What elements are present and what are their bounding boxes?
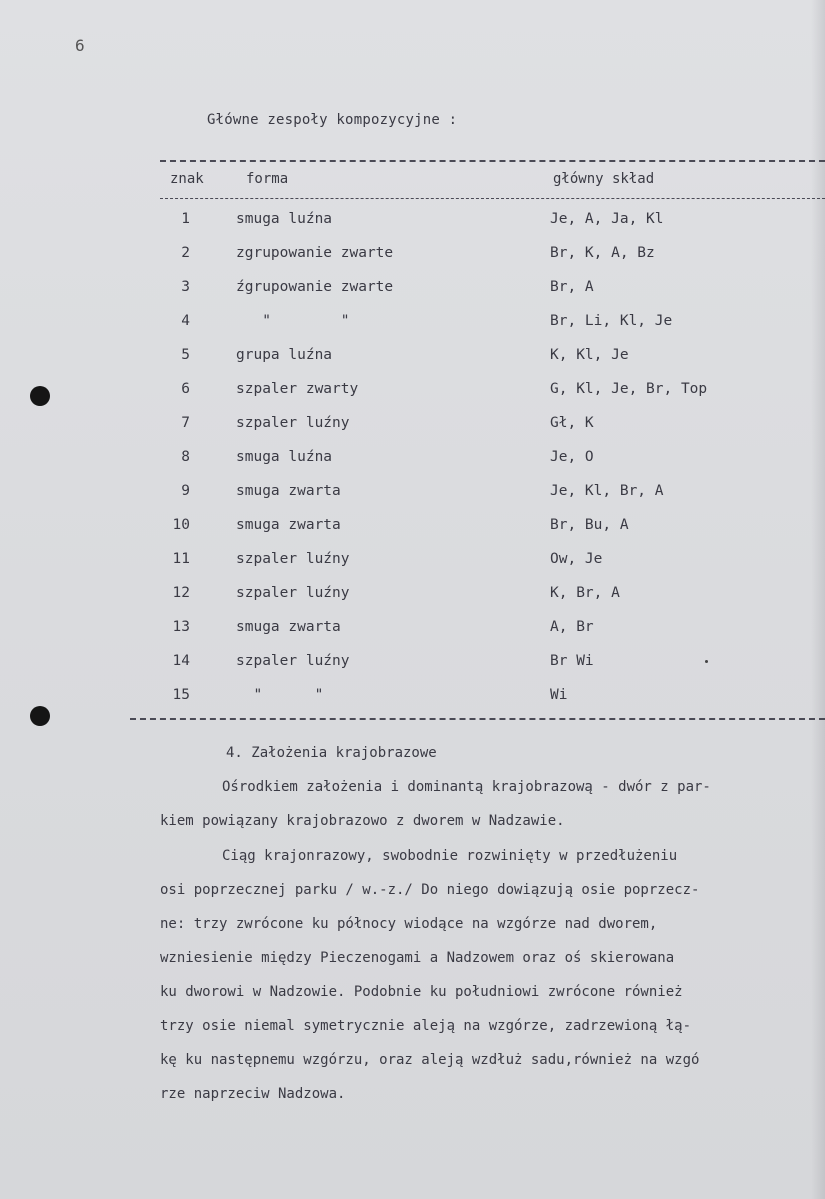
row-forma: " " xyxy=(236,687,324,703)
row-sklad: K, Br, A xyxy=(550,585,620,601)
row-forma: źgrupowanie zwarte xyxy=(236,279,394,295)
row-forma: smuga zwarta xyxy=(236,619,341,635)
row-znak: 9 xyxy=(181,483,190,499)
row-znak: 5 xyxy=(181,347,190,363)
row-sklad: Wi xyxy=(550,687,568,703)
row-sklad: Gł, K xyxy=(550,415,594,431)
paragraph-line: wzniesienie między Pieczenogami a Nadzowem oraz oś skierowana xyxy=(160,950,675,966)
header-znak: znak xyxy=(170,171,204,187)
paragraph-line: Ciąg krajonrazowy, swobodnie rozwinięty w przedłużeniu xyxy=(222,848,678,864)
table-row xyxy=(0,585,825,619)
table-top-rule xyxy=(160,160,825,162)
row-sklad: Br, K, A, Bz xyxy=(550,245,655,261)
paragraph-line: Ośrodkiem założenia i dominantą krajobrazową - dwór z par- xyxy=(222,779,711,795)
paragraph-2 xyxy=(160,848,820,1120)
paragraph-line: osi poprzecznej parku / w.-z./ Do niego dowiązują osie poprzecz- xyxy=(160,882,700,898)
row-sklad: Ow, Je xyxy=(550,551,603,567)
row-znak: 7 xyxy=(181,415,190,431)
paragraph-line: ku dworowi w Nadzowie. Podobnie ku południowi zwrócone również xyxy=(160,984,683,1000)
table-row xyxy=(0,687,825,721)
row-forma: smuga luźna xyxy=(236,211,333,227)
header-forma: forma xyxy=(246,171,289,187)
row-sklad: Je, A, Ja, Kl xyxy=(550,211,664,227)
table-row xyxy=(0,211,825,245)
paragraph-line: kę ku następnemu wzgórzu, oraz aleją wzdłuż sadu,również na wzgó xyxy=(160,1052,700,1068)
row-forma: smuga luźna xyxy=(236,449,333,465)
row-sklad: K, Kl, Je xyxy=(550,347,629,363)
row-znak: 6 xyxy=(181,381,190,397)
table-row xyxy=(0,347,825,381)
header-glowny-sklad: główny skład xyxy=(553,171,655,187)
table-row xyxy=(0,517,825,551)
row-znak: 12 xyxy=(172,585,190,601)
paragraph-line: kiem powiązany krajobrazowo z dworem w Nadzawie. xyxy=(160,813,565,829)
paragraph-1 xyxy=(160,779,820,847)
row-sklad: A, Br xyxy=(550,619,594,635)
row-sklad: Br, Li, Kl, Je xyxy=(550,313,673,329)
ink-speck xyxy=(705,660,708,663)
section-heading: 4. Założenia krajobrazowe xyxy=(226,745,437,761)
table-row xyxy=(0,279,825,313)
row-znak: 13 xyxy=(172,619,190,635)
page-number: 6 xyxy=(75,36,85,55)
row-znak: 8 xyxy=(181,449,190,465)
row-sklad: Br Wi xyxy=(550,653,594,669)
paragraph-line: rze naprzeciw Nadzowa. xyxy=(160,1086,346,1102)
table-bottom-rule xyxy=(130,718,825,720)
row-sklad: Br, A xyxy=(550,279,594,295)
row-znak: 2 xyxy=(181,245,190,261)
row-forma: smuga zwarta xyxy=(236,517,341,533)
row-znak: 14 xyxy=(172,653,190,669)
row-forma: szpaler luźny xyxy=(236,653,350,669)
row-znak: 15 xyxy=(172,687,190,703)
row-znak: 4 xyxy=(181,313,190,329)
row-forma: szpaler luźny xyxy=(236,551,350,567)
row-sklad: Je, O xyxy=(550,449,594,465)
row-znak: 1 xyxy=(181,211,190,227)
table-row xyxy=(0,653,825,687)
row-sklad: Br, Bu, A xyxy=(550,517,629,533)
table-title: Główne zespoły kompozycyjne : xyxy=(207,112,458,128)
table-row xyxy=(0,245,825,279)
row-forma: grupa luźna xyxy=(236,347,333,363)
row-forma: szpaler zwarty xyxy=(236,381,359,397)
row-znak: 3 xyxy=(181,279,190,295)
row-forma: smuga zwarta xyxy=(236,483,341,499)
table-row xyxy=(0,415,825,449)
row-sklad: Je, Kl, Br, A xyxy=(550,483,664,499)
table-row xyxy=(0,551,825,585)
row-znak: 10 xyxy=(172,517,190,533)
row-forma: " " xyxy=(236,313,350,329)
paragraph-line: ne: trzy zwrócone ku północy wiodące na wzgórze nad dworem, xyxy=(160,916,658,932)
table-row xyxy=(0,619,825,653)
table-header-rule xyxy=(160,198,825,199)
table-row xyxy=(0,483,825,517)
table-row xyxy=(0,449,825,483)
row-sklad: G, Kl, Je, Br, Top xyxy=(550,381,708,397)
table-row xyxy=(0,313,825,347)
row-znak: 11 xyxy=(172,551,190,567)
paragraph-line: trzy osie niemal symetrycznie aleją na wzgórze, zadrzewioną łą- xyxy=(160,1018,692,1034)
row-forma: szpaler luźny xyxy=(236,585,350,601)
row-forma: szpaler luźny xyxy=(236,415,350,431)
row-forma: zgrupowanie zwarte xyxy=(236,245,394,261)
table-row xyxy=(0,381,825,415)
